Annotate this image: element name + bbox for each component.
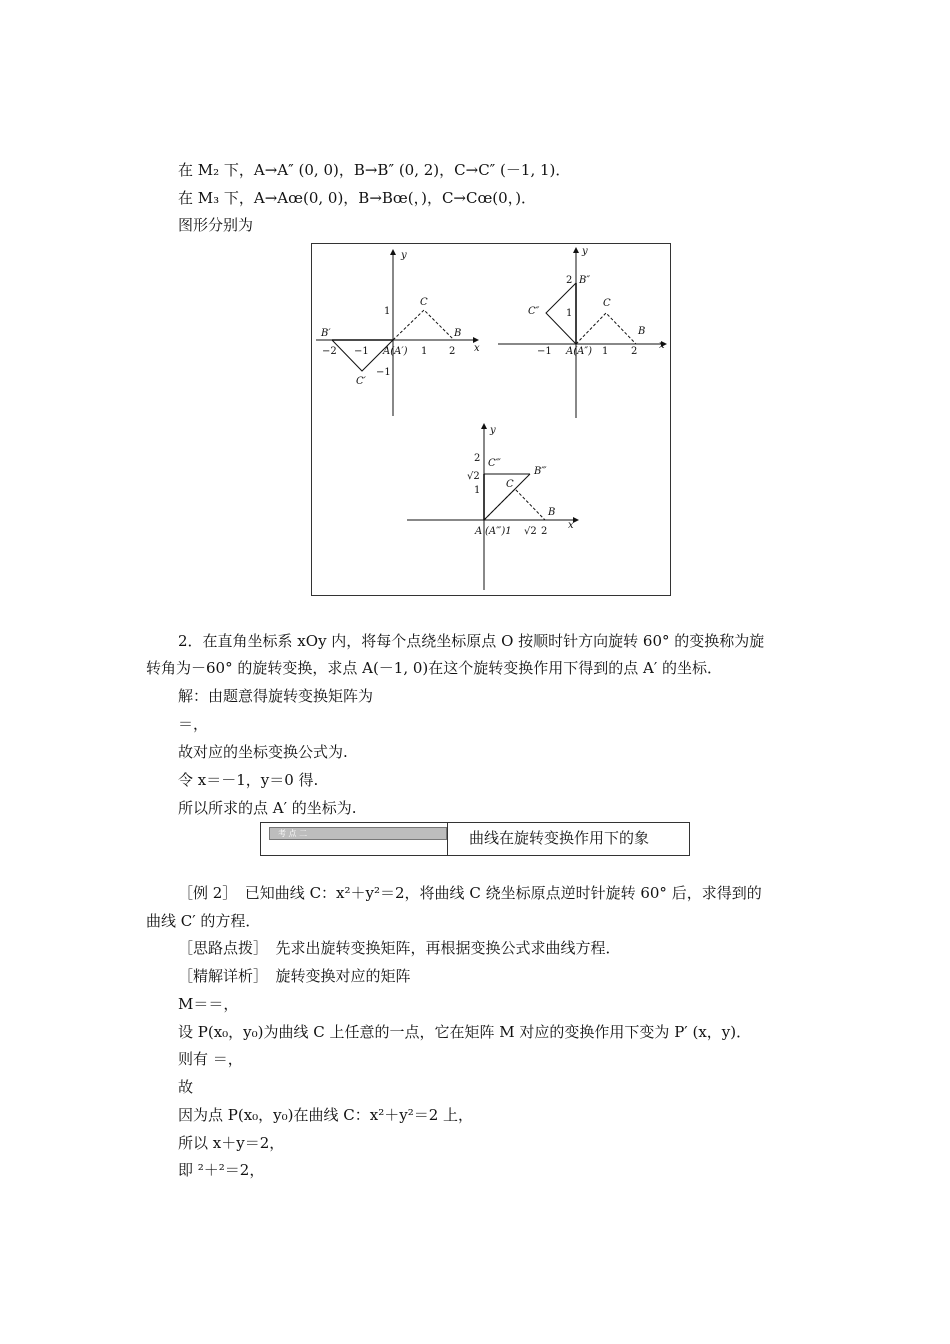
- section-header-box: [260, 822, 690, 856]
- g2-tick-x2: 2: [631, 346, 638, 357]
- section-tag: 考 点 二: [269, 827, 447, 840]
- g3-label-Btripleprime: B‴: [534, 466, 547, 477]
- analysis-line-1: ［精解详析］ 旋转变换对应的矩阵: [178, 967, 411, 985]
- g1-x-label: x: [474, 343, 480, 354]
- g3-label-B: B: [548, 507, 556, 518]
- g2-tick-y1: 1: [566, 308, 573, 319]
- solution-line-3: 故对应的坐标变换公式为.: [178, 743, 348, 761]
- figure-svg: [312, 244, 672, 597]
- g3-y-label: y: [490, 425, 496, 436]
- graph-1: [316, 250, 480, 416]
- analysis-line-7: 所以 x＋y＝2，: [178, 1134, 285, 1152]
- question-2-line-1: 2．在直角坐标系 xOy 内，将每个点绕坐标原点 O 按顺时针方向旋转 60° 的变换称为旋: [178, 632, 765, 650]
- g3-tick-xsqrt2: √2: [524, 526, 537, 537]
- g1-tick-yneg1: −1: [376, 367, 391, 378]
- solution-line-1: 解：由题意得旋转变换矩阵为: [178, 687, 374, 705]
- analysis-line-5: 故: [178, 1078, 194, 1096]
- g3-label-Ctripleprime: C‴: [488, 458, 501, 469]
- text-line-m3: 在 M₃ 下，A→Aœ(0, 0)，B→Bœ(，)，C→Cœ(0，)．: [178, 189, 537, 207]
- solution-line-4: 令 x＝－1，y＝0 得.: [178, 771, 319, 789]
- g3-tick-x2: 2: [541, 526, 548, 537]
- g3-x-label: x: [568, 520, 574, 531]
- g1-tick-y1: 1: [384, 306, 391, 317]
- g2-label-B: B: [638, 326, 646, 337]
- g2-tick-x1: 1: [602, 346, 609, 357]
- figure-rotation-graphs: [311, 243, 671, 596]
- g2-y-label: y: [582, 246, 588, 257]
- g3-tick-y1: 1: [474, 485, 481, 496]
- g1-tick-xneg2: −2: [322, 346, 337, 357]
- section-title: 曲线在旋转变换作用下的象: [469, 829, 650, 847]
- g3-tick-y2: 2: [474, 453, 481, 464]
- g2-label-C: C: [603, 298, 611, 309]
- g1-label-Bprime: B′: [321, 328, 331, 339]
- g2-tick-xneg1: −1: [537, 346, 552, 357]
- g1-y-label: y: [401, 250, 407, 261]
- analysis-line-8: 即 ²＋²＝2，: [178, 1161, 265, 1179]
- analysis-line-3: 设 P(x₀，y₀)为曲线 C 上任意的一点，它在矩阵 M 对应的变换作用下变为 P′ (x，y)．: [178, 1023, 752, 1041]
- g2-label-A: A(A″): [566, 346, 592, 357]
- g2-label-Cdoubleprime: C″: [528, 306, 540, 317]
- g1-tick-x1: 1: [421, 346, 428, 357]
- example-2-line-1: ［例 2］ 已知曲线 C：x²＋y²＝2，将曲线 C 绕坐标原点逆时针旋转 60° 后，求得到的: [178, 884, 762, 902]
- g1-label-B: B: [454, 328, 462, 339]
- graph-3: [407, 424, 578, 590]
- g1-label-A: A(A′): [383, 346, 408, 357]
- example-2-line-2: 曲线 C′ 的方程．: [146, 912, 261, 930]
- g2-label-Bdoubleprime: B″: [579, 275, 591, 286]
- analysis-line-4: 则有 ＝，: [178, 1050, 243, 1068]
- g2-x-label: x: [659, 340, 665, 351]
- hint-line: ［思路点拨］ 先求出旋转变换矩阵，再根据变换公式求曲线方程．: [178, 939, 621, 957]
- g1-label-Cprime: C′: [356, 376, 366, 387]
- question-2-line-2: 转角为－60° 的旋转变换，求点 A(－1, 0)在这个旋转变换作用下得到的点 A′ 的坐标．: [146, 659, 723, 677]
- analysis-line-6: 因为点 P(x₀，y₀)在曲线 C：x²＋y²＝2 上，: [178, 1106, 474, 1124]
- solution-line-2: ＝，: [178, 715, 209, 733]
- section-tag-cell: [261, 823, 448, 855]
- text-line-figures-intro: 图形分别为: [178, 216, 254, 234]
- g3-label-A: A: [475, 526, 483, 537]
- analysis-line-2: M＝＝，: [178, 995, 239, 1013]
- g1-tick-x2: 2: [449, 346, 456, 357]
- g3-label-C: C: [506, 479, 514, 490]
- g1-tick-xneg1: −1: [354, 346, 369, 357]
- g3-tick-ysqrt2: √2: [467, 471, 480, 482]
- text-line-m2: 在 M₂ 下，A→A″ (0, 0)，B→B″ (0, 2)，C→C″ (－1, 1)．: [178, 161, 571, 179]
- graph-2: [498, 246, 666, 418]
- g2-tick-y2: 2: [566, 275, 573, 286]
- solution-line-5: 所以所求的点 A′ 的坐标为.: [178, 799, 357, 817]
- g3-label-A3-one: (A‴)1: [485, 526, 512, 537]
- g1-label-C: C: [420, 297, 428, 308]
